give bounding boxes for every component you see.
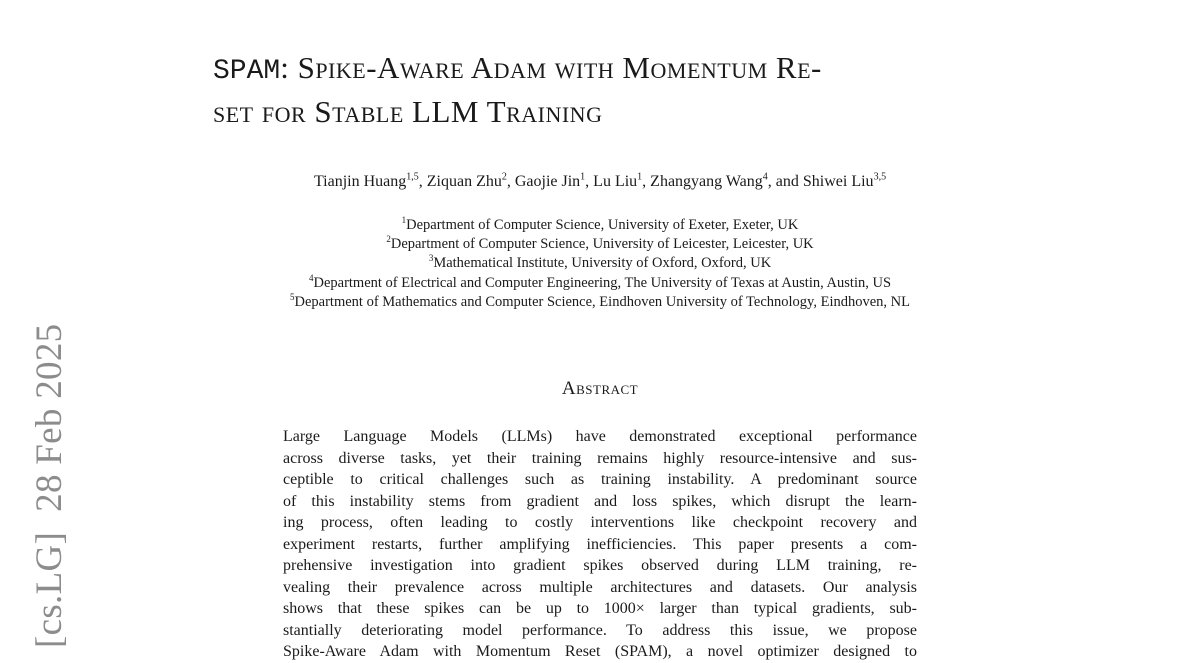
abstract-body (283, 426, 917, 663)
abstract-line: ing process, often leading to costly interventions like checkpoint recovery and (283, 514, 917, 531)
abstract-line: stantially deteriorating model performance. To address this issue, we propose (283, 621, 917, 639)
author-separator: , (642, 173, 651, 190)
author-name: Ziquan Zhu (426, 173, 502, 190)
paper-title (213, 48, 1013, 132)
arxiv-category: [cs.LG] (29, 531, 70, 648)
abstract-line: across diverse tasks, yet their training remains highly resource-intensive and sus- (283, 449, 917, 467)
affiliation-line (150, 216, 1050, 235)
author-name: Shiwei Liu (802, 173, 874, 190)
affiliation-number: 1 (401, 215, 407, 226)
arxiv-date: 28 Feb 2025 (29, 323, 70, 512)
affiliation-number: 4 (308, 272, 314, 283)
affiliation-line (150, 254, 1050, 273)
abstract-line: experiment restarts, further amplifying inefficiencies. This paper presents a com- (283, 535, 917, 553)
author-name: Zhangyang Wang (650, 173, 763, 190)
author-separator: , (585, 173, 594, 190)
abstract-line: Spike-Aware Adam with Momentum Reset (SPAM), a novel optimizer designed to (283, 643, 917, 660)
author-affiliation-marker: 1 (580, 171, 586, 183)
affiliation-line (150, 293, 1050, 312)
affiliation-text: Department of Mathematics and Computer Science, Eindhoven University of Technology, Eindhoven, NL (294, 293, 910, 310)
abstract-line: prehensive investigation into gradient spikes observed during LLM training, re- (283, 557, 917, 574)
affiliation-line (150, 274, 1050, 293)
affiliation-list (150, 216, 1050, 312)
title-acronym: SPAM (213, 56, 281, 87)
affiliation-number: 3 (428, 253, 434, 264)
author-separator: , and (767, 173, 803, 190)
author-affiliation-marker: 4 (762, 171, 768, 183)
author-list (200, 172, 1000, 192)
affiliation-text: Department of Electrical and Computer Engineering, The University of Texas at Austin, Austin, US (313, 274, 892, 291)
abstract-line: shows that these spikes can be up to 1000× larger than typical gradients, sub- (283, 600, 917, 617)
author-name: Tianjin Huang (313, 173, 407, 190)
affiliation-text: Mathematical Institute, University of Oxford, Oxford, UK (433, 255, 772, 272)
affiliation-text: Department of Computer Science, University of Exeter, Exeter, UK (406, 217, 799, 233)
title-line-1-rest: : Spike-Aware Adam with Momentum Re- (280, 50, 822, 85)
abstract-line: of this instability stems from gradient and loss spikes, which disrupt the learn- (283, 492, 917, 510)
author-separator: , (418, 173, 427, 190)
affiliation-number: 5 (290, 291, 295, 302)
author-affiliation-marker: 2 (501, 171, 507, 183)
title-line-1 (213, 48, 1013, 92)
author-name: Lu Liu (593, 173, 638, 190)
author-name: Gaojie Jin (514, 173, 581, 190)
abstract-line: Large Language Models (LLMs) have demonstrated exceptional performance (283, 428, 917, 445)
abstract-line: ceptible to critical challenges such as training instability. A predominant source (283, 471, 917, 488)
author-affiliation-marker: 1 (637, 171, 643, 183)
affiliation-text: Department of Computer Science, University of Leicester, Leicester, UK (390, 236, 814, 253)
author-affiliation-marker: 1,5 (406, 171, 419, 183)
abstract-heading: Abstract (561, 378, 639, 399)
title-line-2: set for Stable LLM Training (213, 94, 603, 129)
affiliation-number: 2 (386, 234, 391, 245)
affiliation-line (150, 235, 1050, 254)
arxiv-stamp (22, 308, 78, 648)
author-separator: , (506, 173, 515, 190)
abstract-line: vealing their prevalence across multiple architectures and datasets. Our analysis (283, 578, 917, 596)
author-affiliation-marker: 3,5 (873, 171, 887, 183)
